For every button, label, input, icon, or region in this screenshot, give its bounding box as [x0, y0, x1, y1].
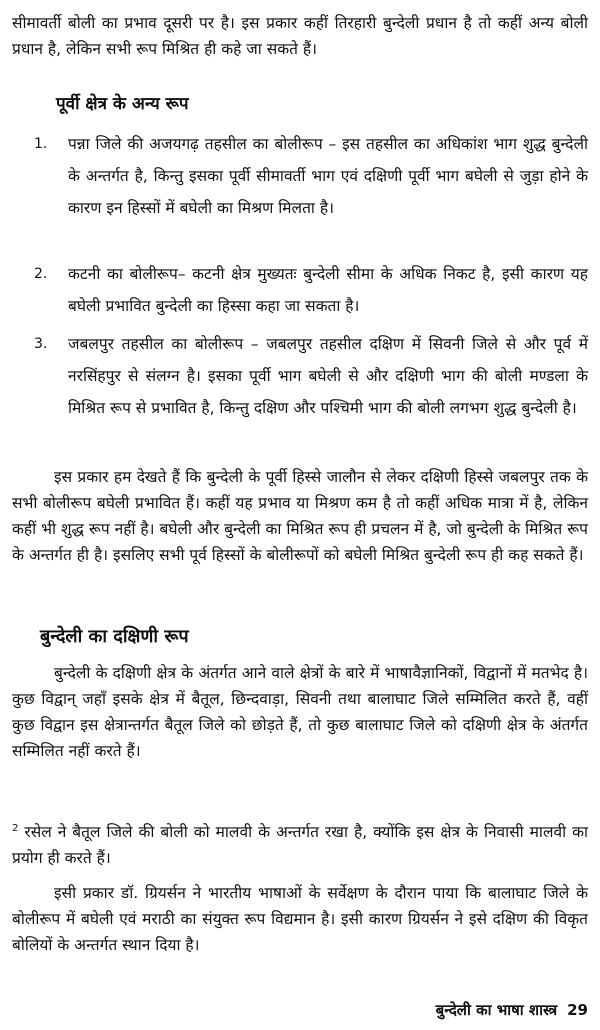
intro-paragraph: सीमावर्ती बोली का प्रभाव दूसरी पर है। इस प्रकार कहीं तिरहारी बुन्देली प्रधान है तो कहीं अन्य बोली प्रधान है, लेकिन सभी रूप मिश्रित ही कहे जा सकते हैं।: [12, 14, 588, 58]
list-item-3: [12, 328, 588, 424]
section-heading-southern-form: बुन्देली का दक्षिणी रूप: [40, 626, 189, 647]
section-heading-eastern-forms: पूर्वी क्षेत्र के अन्य रूप: [56, 94, 189, 114]
list-item-text: पन्ना जिले की अजयगढ़ तहसील का बोलीरूप – इस तहसील का अधिकांश भाग शुद्ध बुन्देली के अन्तर्गत है, किन्तु इसका पूर्वी सीमावर्ती भाग एवं दक्षिणी पूर्वी भाग बघेली से जुड़ा होने के कारण इन हिस्सों में बघेली का मिश्रण मिलता है।: [68, 135, 588, 217]
footnote-text: रसेल ने बैतूल जिले की बोली को मालवी के अन्तर्गत रखा है, क्योंकि इस क्षेत्र के निवासी मालवी का प्रयोग ही करते हैं।: [12, 823, 588, 868]
list-item-number: 2.: [34, 266, 48, 282]
page-footer: [436, 1000, 588, 1020]
list-item-text: जबलपुर तहसील का बोलीरूप – जबलपुर तहसील दक्षिण में सिवनी जिले से और पूर्व में नरसिंहपुर से संलग्न है। इसका पूर्वी भाग बघेली से और दक्षिणी भाग की बोली मण्डला के मिश्रित रूप से प्रभावित है, किन्तु दक्षिण और पश्चिमी भाग की बोली लगभग शुद्ध बुन्देली है।: [68, 335, 588, 417]
southern-paragraph-1-continued: [12, 816, 588, 871]
list-item-number: 1.: [34, 136, 48, 152]
footnote-marker: 2: [12, 823, 19, 834]
list-item-2: [12, 258, 588, 322]
list-item-number: 3.: [34, 336, 48, 352]
southern-paragraph-2: इसी प्रकार डॉ. ग्रियर्सन ने भारतीय भाषाओं के सर्वेक्षण के दौरान पाया कि बालाघाट जिले के बोलीरूप में बघेली एवं मराठी का संयुक्त रूप विद्यमान है। इसी कारण ग्रियर्सन ने इसे दक्षिण की विकृत बोलियों के अन्तर्गत स्थान दिया है।: [12, 884, 588, 954]
summary-paragraph: इस प्रकार हम देखते हैं कि बुन्देली के पूर्वी हिस्से जालौन से लेकर दक्षिणी हिस्से जबलपुर तक के सभी बोलीरूप बघेली प्रभावित हैं। कहीं यह प्रभाव या मिश्रण कम है तो कहीं अधिक मात्रा में है, लेकिन कहीं भी शुद्ध रूप नहीं है। बघेली और बुन्देली का मिश्रित रूप ही प्रचलन में है, जो बुन्देली के मिश्रित रूप के अन्तर्गत ही है। इसलिए सभी पूर्व हिस्सों के बोलीरूपों को बघेली मिश्रित बुन्देली रूप ही कह सकते हैं।: [12, 468, 588, 564]
southern-paragraph-1: बुन्देली के दक्षिणी क्षेत्र के अंतर्गत आने वाले क्षेत्रों के बारे में भाषावैज्ञानिकों, विद्वानों में मतभेद है। कुछ विद्वान् जहाँ इसके क्षेत्र में बैतूल, छिन्दवाड़ा, सिवनी तथा बालाघाट जिले सम्मिलित करते हैं, वहीं कुछ विद्वान इस क्षेत्रान्तर्गत बैतूल जिले को छोड़ते हैं, तो कुछ बालाघाट जिले को दक्षिणी क्षेत्र के अंतर्गत सम्मिलित नहीं करते हैं।: [12, 664, 588, 760]
list-item-1: [12, 128, 588, 224]
running-title: बुन्देली का भाषा शास्त्र: [435, 1001, 558, 1019]
page-number: 29: [567, 1001, 588, 1019]
list-item-text: कटनी का बोलीरूप– कटनी क्षेत्र मुख्यतः बुन्देली सीमा के अधिक निकट है, इसी कारण यह बघेली प्रभावित बुन्देली का हिस्सा कहा जा सकता है।: [68, 265, 588, 315]
